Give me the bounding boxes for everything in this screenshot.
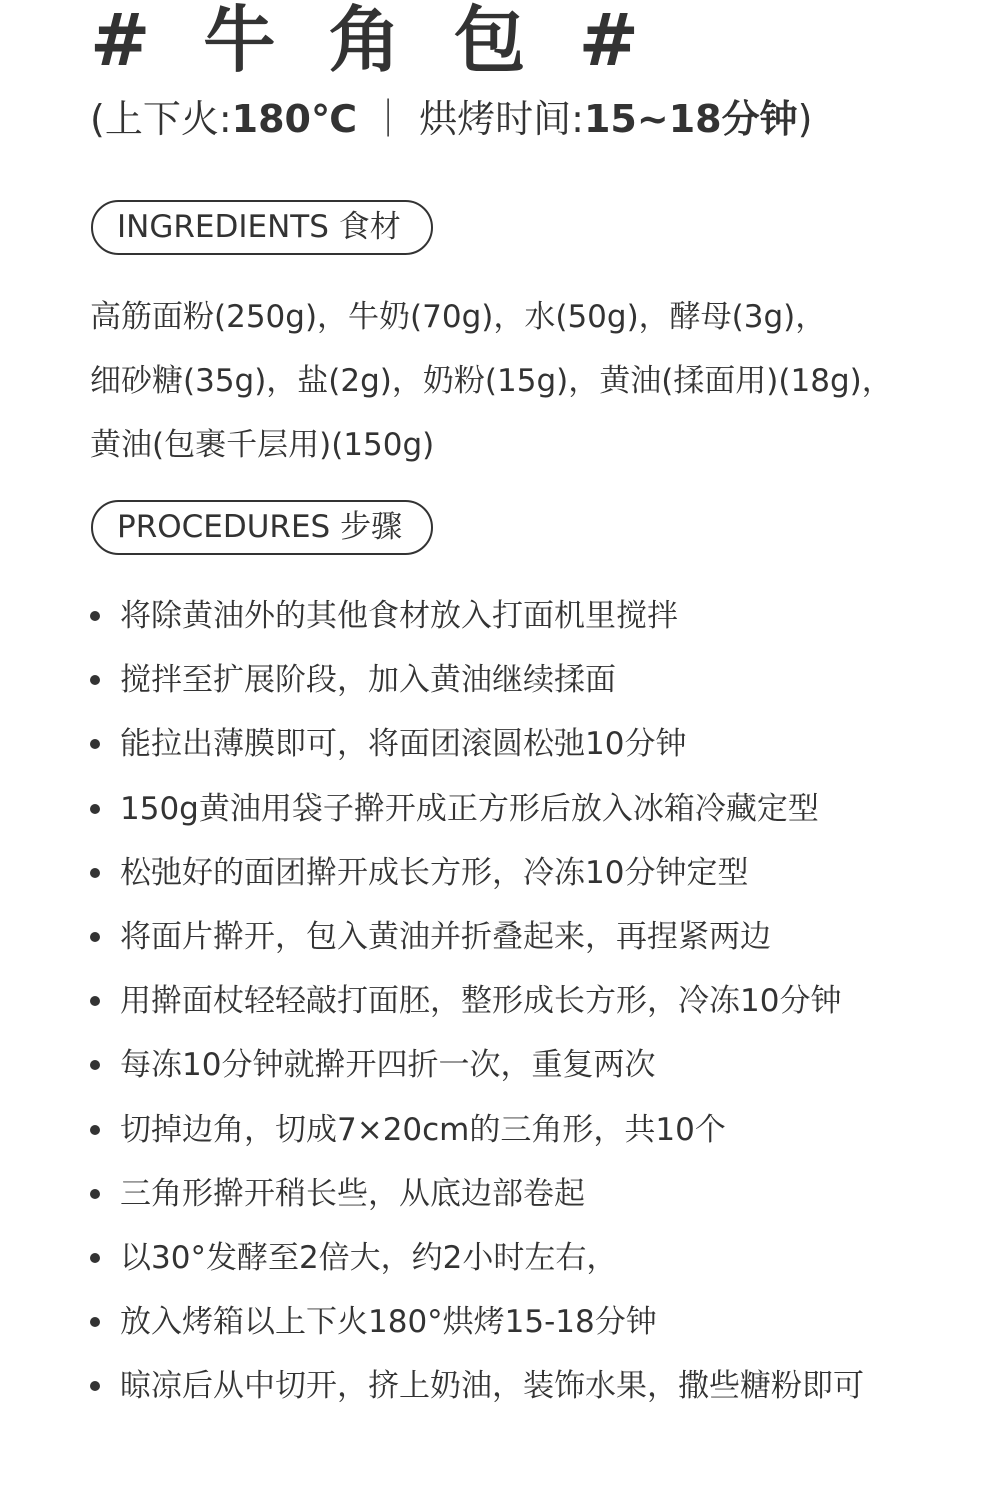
procedure-step-text: 松弛好的面团擀开成长方形，冷冻10分钟定型 [120, 854, 749, 891]
bullet-dot-icon [90, 932, 100, 942]
baking-info-close: ) [797, 97, 813, 141]
procedure-step-text: 放入烤箱以上下火180°烘烤15-18分钟 [120, 1304, 657, 1341]
ingredient-line: 黄油(包裹千层用)(150g) [90, 427, 435, 463]
procedure-step-text: 150g黄油用袋子擀开成正方形后放入冰箱冷藏定型 [120, 790, 819, 827]
procedure-step-text: 能拉出薄膜即可，将面团滚圆松弛10分钟 [120, 726, 687, 763]
procedure-step-text: 每冻10分钟就擀开四折一次，重复两次 [120, 1047, 656, 1084]
procedure-step [90, 1226, 970, 1290]
bullet-dot-icon [90, 804, 100, 814]
procedure-step [90, 712, 970, 776]
ingredients-list [90, 285, 970, 477]
procedure-step-text: 三角形擀开稍长些，从底边部卷起 [120, 1175, 585, 1212]
info-separator: ｜ [356, 97, 420, 141]
procedure-step-text: 将除黄油外的其他食材放入打面机里搅拌 [120, 598, 678, 634]
bullet-dot-icon [90, 868, 100, 878]
bullet-dot-icon [90, 1253, 100, 1263]
procedure-step [90, 1162, 970, 1226]
bullet-dot-icon [90, 996, 100, 1006]
procedure-step [90, 777, 970, 841]
time-value: 15~18分钟 [583, 97, 798, 141]
procedure-step-text: 搅拌至扩展阶段，加入黄油继续揉面 [120, 662, 616, 699]
procedure-step [90, 1290, 970, 1354]
bullet-dot-icon [90, 1381, 100, 1391]
procedure-step [90, 1098, 970, 1162]
procedure-step [90, 969, 970, 1033]
bullet-dot-icon [90, 1317, 100, 1327]
procedure-step [90, 905, 970, 969]
procedures-heading: PROCEDURES 步骤 [91, 500, 433, 555]
heat-value: 180℃ [231, 97, 357, 141]
procedure-step-text: 以30°发酵至2倍大，约2小时左右， [120, 1239, 618, 1276]
procedure-step-text: 将面片擀开，包入黄油并折叠起来，再捏紧两边 [120, 918, 771, 955]
ingredient-line: 细砂糖(35g)，盐(2g)，奶粉(15g)，黄油(揉面用)(18g)， [90, 363, 893, 399]
ingredient-line: 高筋面粉(250g)，牛奶(70g)，水(50g)，酵母(3g)， [90, 299, 827, 335]
heat-label: 上下火: [104, 97, 232, 141]
procedures-list [90, 584, 970, 1418]
procedure-step [90, 1033, 970, 1097]
procedure-step [90, 1354, 970, 1418]
bullet-dot-icon [90, 1060, 100, 1070]
bullet-dot-icon [90, 1125, 100, 1135]
procedure-step-text: 切掉边角，切成7×20cm的三角形，共10个 [120, 1111, 726, 1148]
bullet-dot-icon [90, 1189, 100, 1199]
ingredients-heading: INGREDIENTS 食材 [91, 200, 433, 255]
procedure-step [90, 584, 970, 648]
bullet-dot-icon [90, 611, 100, 621]
bullet-dot-icon [90, 675, 100, 685]
procedure-step [90, 841, 970, 905]
procedure-step-text: 晾凉后从中切开，挤上奶油，装饰水果，撒些糖粉即可 [120, 1368, 864, 1405]
procedure-step-text: 用擀面杖轻轻敲打面胚，整形成长方形，冷冻10分钟 [120, 983, 842, 1020]
procedure-step [90, 648, 970, 712]
baking-info-open: ( [90, 97, 105, 141]
bullet-dot-icon [90, 739, 100, 749]
baking-info [90, 94, 812, 144]
page-title: # 牛 角 包 # [90, 0, 653, 82]
time-label: 烘烤时间: [419, 97, 584, 141]
